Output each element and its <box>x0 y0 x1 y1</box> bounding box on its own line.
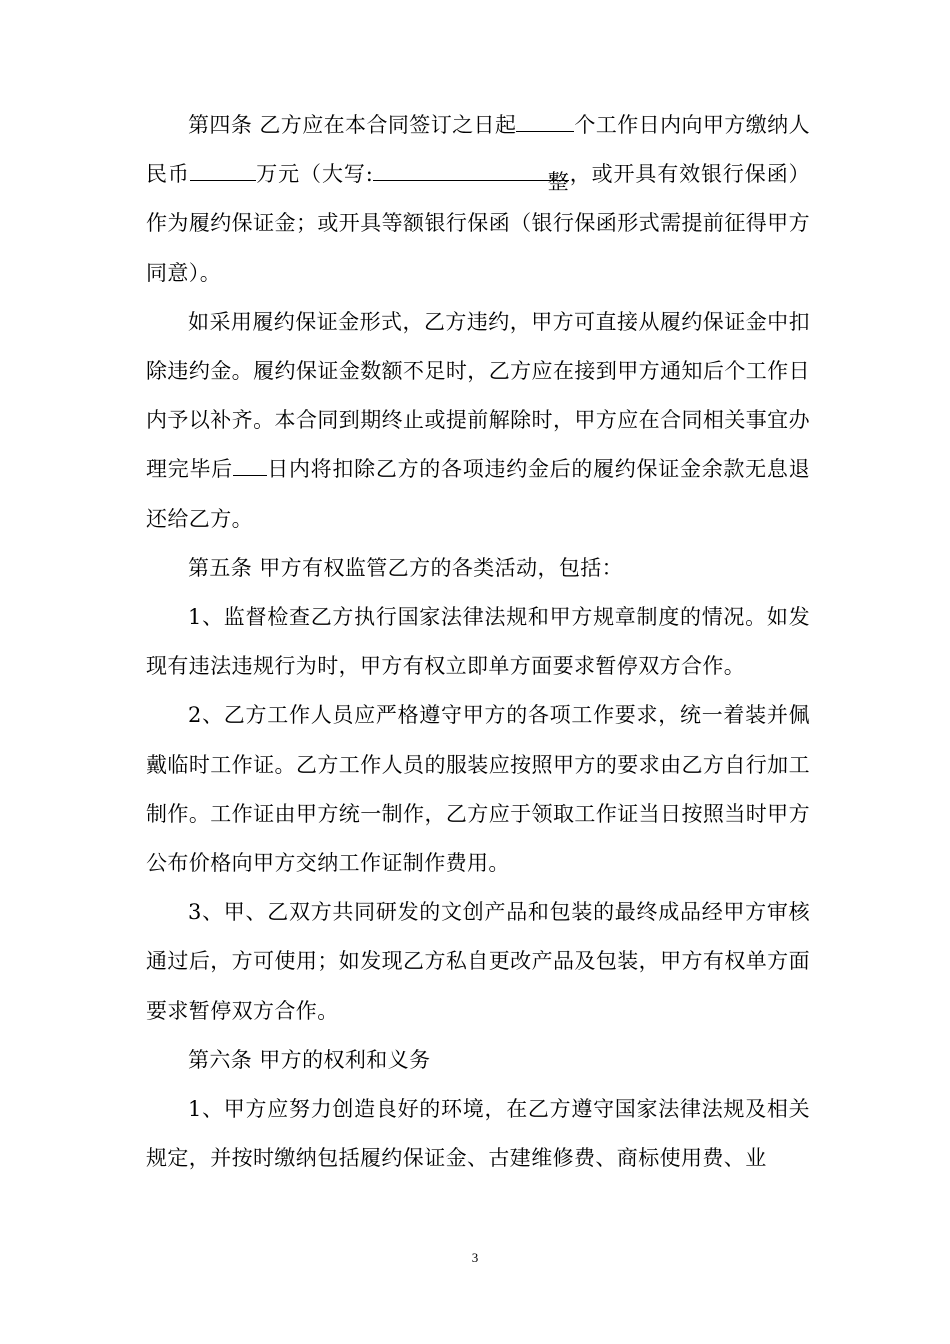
blank-refund-days <box>233 453 267 476</box>
blank-days <box>516 109 574 132</box>
article-4-text-5: ，或开具有效银行保函）作为履约保证金；或开具等额银行保函（银行保函形式需提前征得甲方同意）。 <box>146 162 810 285</box>
article-6-heading: 第六条 甲方的权利和义务 <box>188 1047 431 1072</box>
article-4-paragraph-2 <box>146 298 810 544</box>
contract-body <box>146 101 810 1183</box>
article-4-text-3: 万元（大写: <box>255 162 374 187</box>
article-4-text-4: 整 <box>547 170 570 195</box>
article-4-p2-text-2: 日内将扣除乙方的各项违约金后的履约保证金余款无息退还给乙方。 <box>146 457 810 531</box>
blank-amount-words <box>373 158 570 195</box>
article-6-item-1: 1、甲方应努力创造良好的环境，在乙方遵守国家法律法规及相关规定，并按时缴纳包括履约保证金、古建维修费、商标使用费、业 <box>146 1097 810 1171</box>
blank-amount <box>190 158 256 181</box>
article-4-text-1: 第四条 乙方应在本合同签订之日起 <box>188 113 517 137</box>
article-4-p2-text-1: 如采用履约保证金形式，乙方违约，甲方可直接从履约保证金中扣除违约金。履约保证金数额不足时，乙方应在接到甲方通知后个工作日内予以补齐。本合同到期终止或提前解除时，甲方应在合同相关事宜办理完毕后 <box>146 309 810 482</box>
page-number: 3 <box>471 1250 479 1265</box>
article-5-item-1: 1、监督检查乙方执行国家法律法规和甲方规章制度的情况。如发现有违法违规行为时，甲方有权立即单方面要求暂停双方合作。 <box>146 605 810 679</box>
article-4-text-2: 个工作日内向甲方缴纳人民币 <box>146 113 810 187</box>
article-4-paragraph-1 <box>146 101 810 298</box>
article-5-item-2: 2、乙方工作人员应严格遵守甲方的各项工作要求，统一着装并佩戴临时工作证。乙方工作人员的服装应按照甲方的要求由乙方自行加工制作。工作证由甲方统一制作，乙方应于领取工作证当日按照当时甲方公布价格向甲方交纳工作证制作费用。 <box>146 703 810 876</box>
article-5-heading: 第五条 甲方有权监管乙方的各类活动，包括： <box>188 555 624 580</box>
article-5-item-3: 3、甲、乙双方共同研发的文创产品和包装的最终成品经甲方审核通过后，方可使用；如发现乙方私自更改产品及包装，甲方有权单方面要求暂停双方合作。 <box>146 900 810 1023</box>
